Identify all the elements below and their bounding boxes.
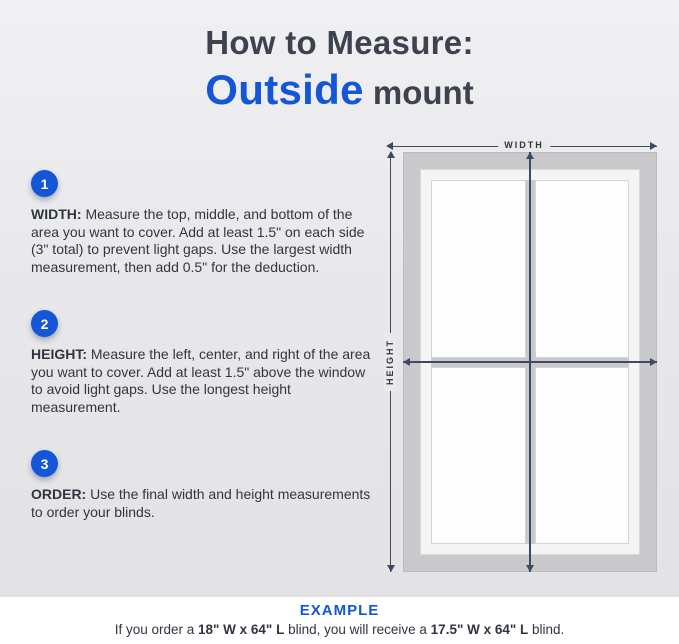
step-3-text (31, 486, 373, 521)
step-1-text (31, 206, 373, 276)
height-label: HEIGHT (384, 333, 396, 391)
arrow-up-icon (387, 151, 395, 158)
center-horizontal-measure-line (403, 361, 657, 363)
example-heading: EXAMPLE (299, 602, 380, 619)
window-diagram (383, 133, 665, 580)
step-2-label: HEIGHT: (31, 346, 87, 362)
arrow-down-icon (387, 565, 395, 572)
title-mount: mount (363, 74, 474, 111)
step-2-text (31, 346, 373, 416)
step-2-number-badge: 2 (31, 310, 58, 337)
step-2 (31, 310, 373, 416)
width-label: WIDTH (498, 139, 550, 151)
arrow-right-icon (650, 142, 657, 150)
step-1-number-badge: 1 (31, 170, 58, 197)
arrow-left-icon (403, 358, 410, 366)
title-accent-outside: Outside (205, 66, 364, 113)
step-1 (31, 170, 373, 276)
window-pane (431, 180, 526, 358)
example-size-received: 17.5" W x 64" L (430, 622, 529, 637)
example-size-ordered: 18" W x 64" L (198, 622, 285, 637)
example-footer (0, 597, 679, 644)
step-3-body: Use the final width and height measurements to order your blinds. (31, 486, 371, 520)
example-mid: blind, you will receive a (284, 622, 431, 637)
window-pane (431, 367, 526, 545)
example-prefix: If you order a (114, 622, 198, 637)
arrow-left-icon (386, 142, 393, 150)
page-title (0, 24, 679, 114)
title-line-1: How to Measure: (205, 24, 474, 61)
step-3-label: ORDER: (31, 486, 87, 502)
step-1-body: Measure the top, middle, and bottom of the area you want to cover. Add at least 1.5" on each side (3" total) to prevent light gaps. Use the largest width measurement, then add 0.5" for the deduction. (31, 206, 365, 275)
example-text (0, 622, 679, 637)
step-3 (31, 450, 373, 521)
step-3-number-badge: 3 (31, 450, 58, 477)
step-1-label: WIDTH: (31, 206, 82, 222)
title-line-2 (0, 66, 679, 114)
arrow-right-icon (650, 358, 657, 366)
arrow-up-icon (526, 152, 534, 159)
window-pane (535, 180, 630, 358)
example-suffix: blind. (528, 622, 565, 637)
window-pane (535, 367, 630, 545)
step-2-body: Measure the left, center, and right of the area you want to cover. Add at least 1.5" above the window to avoid light gaps. Use the longest height measurement. (31, 346, 371, 415)
arrow-down-icon (526, 565, 534, 572)
